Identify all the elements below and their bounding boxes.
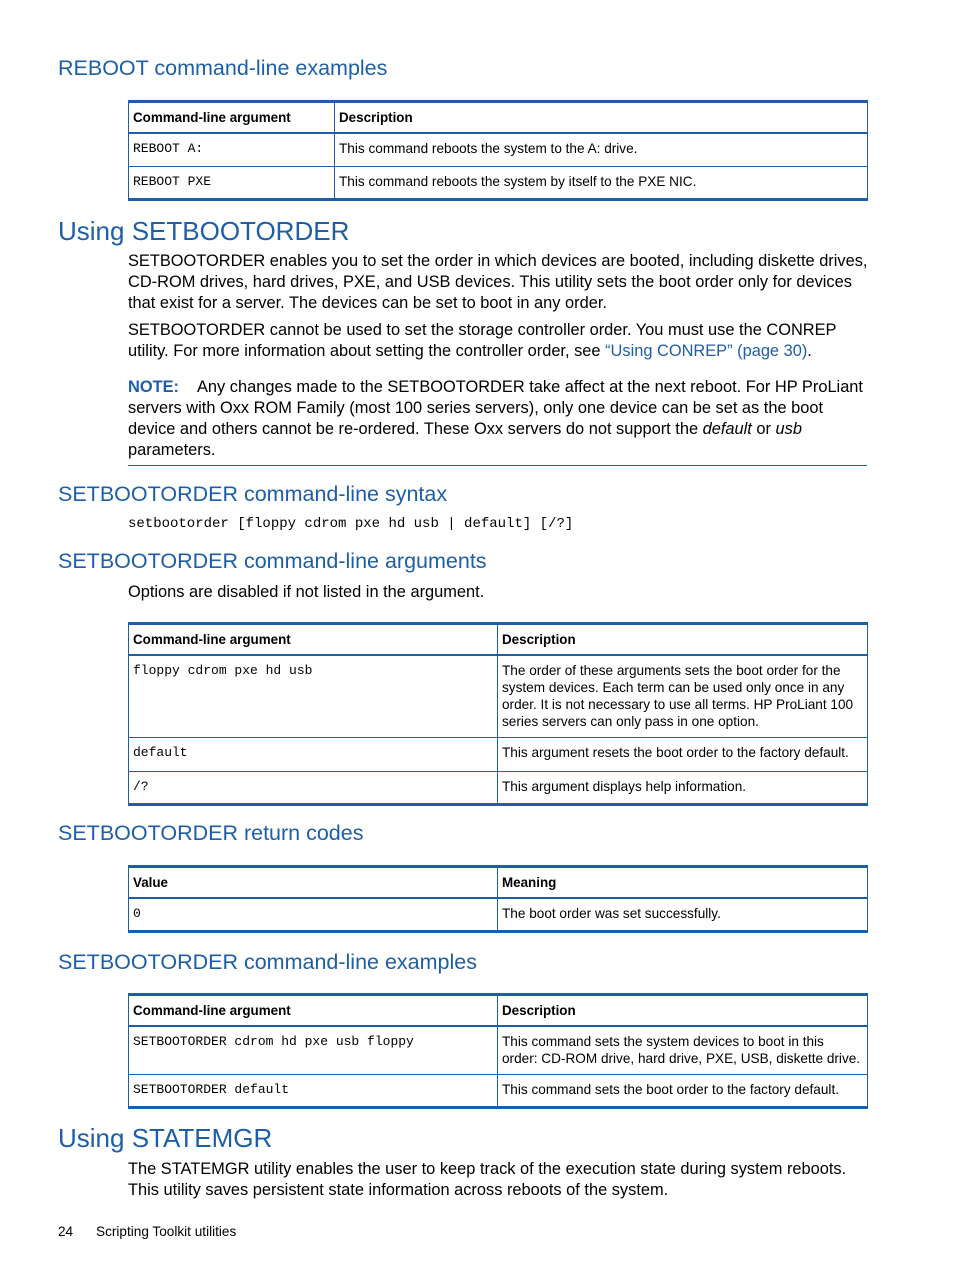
column-header: Value [129, 867, 498, 899]
table-row [129, 1075, 868, 1108]
paragraph-text: SETBOOTORDER cannot be used to set the storage controller order. You must use the CONREP utility. For more information about setting the controller order, see [128, 321, 837, 360]
heading-return-codes: SETBOOTORDER return codes [58, 821, 364, 845]
column-header: Command-line argument [129, 102, 335, 134]
page-number: 24 [58, 1224, 74, 1239]
table-cell: This command reboots the system by itself to the PXE NIC. [335, 166, 868, 199]
table-row [129, 1026, 868, 1075]
column-header: Meaning [498, 867, 868, 899]
heading-using-setbootorder: Using SETBOOTORDER [58, 216, 350, 246]
heading-setbootorder-examples: SETBOOTORDER command-line examples [58, 950, 477, 974]
table-cell: The order of these arguments sets the boot order for the system devices. Each term can be used only once in any order. It is not necessary to use all terms. HP ProLiant 100 series servers can only pass in one option. [498, 655, 868, 738]
table-cell: REBOOT A: [129, 133, 335, 166]
table-row [129, 772, 868, 805]
note-emphasis: usb [775, 420, 802, 438]
note-emphasis: default [702, 420, 752, 438]
table-row [129, 166, 868, 199]
table-cell: This command reboots the system to the A: drive. [335, 133, 868, 166]
table-cell: 0 [129, 898, 498, 931]
arguments-intro: Options are disabled if not listed in the argument. [128, 583, 485, 601]
column-header: Description [498, 624, 868, 656]
table-cell: SETBOOTORDER default [129, 1075, 498, 1108]
return-codes-table [128, 865, 868, 933]
reboot-examples-table [128, 100, 868, 201]
heading-arguments: SETBOOTORDER command-line arguments [58, 549, 487, 573]
note-label: NOTE: [128, 378, 179, 396]
column-header: Command-line argument [129, 624, 498, 656]
setbootorder-intro-paragraph: SETBOOTORDER enables you to set the order in which devices are booted, including diskette drives, CD-ROM drives, hard drives, PXE, and USB devices. This utility sets the boot order only for devices that exist for a server. The devices can be set to boot in any order. [128, 252, 868, 312]
note-block [128, 377, 868, 461]
note-divider [128, 465, 867, 466]
note-text: parameters. [128, 441, 216, 459]
table-row [129, 738, 868, 772]
note-text: Any changes made to the SETBOOTORDER take affect at the next reboot. For HP ProLiant servers with Oxx ROM Family (most 100 series servers), only one device can be set as the boot device and others cannot be re-ordered. These Oxx servers do not support the [128, 378, 863, 438]
column-header: Description [335, 102, 868, 134]
statemgr-paragraph: The STATEMGR utility enables the user to keep track of the execution state during system reboots. This utility saves persistent state information across reboots of the system. [128, 1160, 847, 1199]
table-cell: The boot order was set successfully. [498, 898, 868, 931]
column-header: Description [498, 995, 868, 1027]
column-header: Command-line argument [129, 995, 498, 1027]
arguments-table [128, 622, 868, 806]
table-cell: REBOOT PXE [129, 166, 335, 199]
paragraph-text: . [807, 342, 812, 360]
syntax-code: setbootorder [floppy cdrom pxe hd usb | default] [/?] [128, 516, 574, 532]
table-cell: floppy cdrom pxe hd usb [129, 655, 498, 738]
table-cell: This argument displays help information. [498, 772, 868, 805]
setbootorder-examples-table [128, 993, 868, 1109]
table-cell: This argument resets the boot order to the factory default. [498, 738, 868, 772]
table-cell: SETBOOTORDER cdrom hd pxe usb floppy [129, 1026, 498, 1075]
footer-chapter-title: Scripting Toolkit utilities [96, 1224, 237, 1239]
heading-using-statemgr: Using STATEMGR [58, 1123, 273, 1153]
conrep-link[interactable]: “Using CONREP” (page 30) [605, 342, 808, 360]
table-cell: default [129, 738, 498, 772]
note-text: or [751, 420, 776, 438]
table-row [129, 655, 868, 738]
table-row [129, 898, 868, 931]
setbootorder-controller-paragraph [128, 320, 868, 362]
table-row [129, 133, 868, 166]
heading-reboot-examples: REBOOT command-line examples [58, 56, 388, 80]
heading-syntax: SETBOOTORDER command-line syntax [58, 482, 448, 506]
table-cell: /? [129, 772, 498, 805]
table-cell: This command sets the system devices to boot in this order: CD-ROM drive, hard drive, PXE, USB, diskette drive. [498, 1026, 868, 1075]
table-cell: This command sets the boot order to the factory default. [498, 1075, 868, 1108]
